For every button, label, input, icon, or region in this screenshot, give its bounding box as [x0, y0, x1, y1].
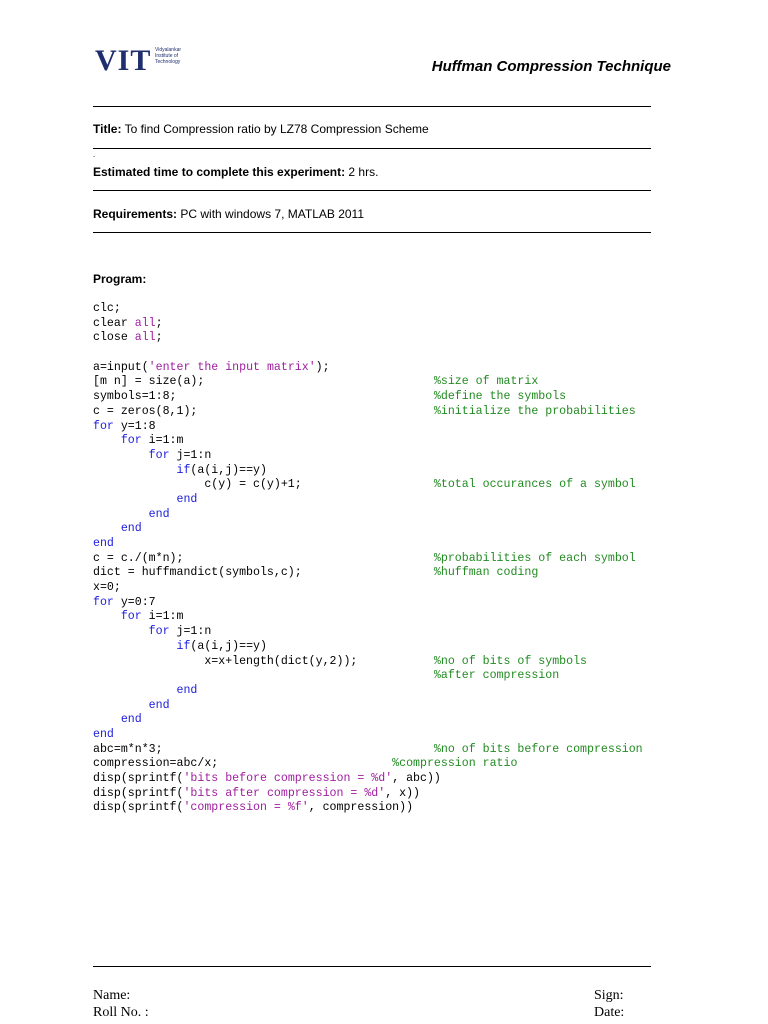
- code-line: symbols=1:8; %define the symbols: [93, 390, 567, 404]
- code-line: c(y) = c(y)+1; %total occurances of a symbol: [93, 478, 636, 492]
- code-line: abc=m*n*3; %no of bits before compression: [93, 742, 643, 756]
- code-comment: %no of bits of symbols: [433, 654, 587, 668]
- code-line: for j=1:n: [148, 448, 212, 462]
- code-line: if(a(i,j)==y): [176, 639, 267, 653]
- time-label: Estimated time to complete this experiment:: [93, 165, 346, 179]
- footer-divider: [93, 966, 651, 967]
- code-line: end: [93, 727, 114, 741]
- logo-letters: VIT: [95, 44, 152, 77]
- code-line: for i=1:m: [120, 610, 184, 624]
- code-line: close all;: [93, 331, 163, 345]
- code-line: for j=1:n: [148, 625, 212, 639]
- code-line: for y=1:8: [93, 419, 156, 433]
- code-line: for y=0:7: [93, 595, 156, 609]
- document-title: Huffman Compression Technique: [431, 58, 671, 75]
- code-line: [93, 669, 683, 684]
- code-line: a=input('enter the input matrix');: [93, 360, 330, 374]
- code-line: c = c./(m*n); %probabilities of each symbol: [93, 551, 636, 565]
- code-line: x=0;: [93, 581, 121, 595]
- institute-logo: [95, 44, 195, 78]
- requirements-value: PC with windows 7, MATLAB 2011: [180, 207, 365, 221]
- code-line: compression=abc/x; %compression ratio: [93, 757, 518, 771]
- stray-dot: .: [93, 150, 96, 159]
- code-line: clear all;: [93, 316, 163, 330]
- code-line: c = zeros(8,1); %initialize the probabilities: [93, 404, 636, 418]
- code-line: if(a(i,j)==y): [176, 463, 267, 477]
- code-listing: [93, 302, 683, 816]
- code-comment: %huffman coding: [433, 566, 539, 580]
- code-line: end: [148, 507, 170, 521]
- code-line: [93, 346, 683, 361]
- sign-label: Sign:: [594, 988, 624, 1003]
- time-value: 2 hrs.: [348, 165, 379, 179]
- roll-number-label: Roll No. :: [93, 1005, 149, 1020]
- time-divider: [93, 190, 651, 191]
- title-label: Title:: [93, 122, 122, 136]
- code-line: end: [176, 683, 198, 697]
- code-comment: %no of bits before compression: [433, 742, 643, 756]
- code-line: x=x+length(dict(y,2)); %no of bits of symbols: [93, 654, 587, 668]
- code-line: end: [120, 522, 142, 536]
- requirements-divider: [93, 232, 651, 233]
- requirements-label: Requirements:: [93, 207, 178, 221]
- code-line: for i=1:m: [120, 434, 184, 448]
- code-line: end: [148, 698, 170, 712]
- title-row: [93, 122, 429, 136]
- code-line: [m n] = size(a); %size of matrix: [93, 375, 539, 389]
- code-comment: %after compression: [433, 669, 560, 683]
- code-comment: %define the symbols: [433, 390, 567, 404]
- time-row: [93, 165, 378, 179]
- code-comment: %size of matrix: [433, 375, 539, 389]
- code-comment: %probabilities of each symbol: [433, 551, 636, 565]
- code-line: end: [176, 492, 198, 506]
- code-comment: %total occurances of a symbol: [433, 478, 636, 492]
- code-line: clc;: [93, 302, 121, 315]
- logo-subtitle: Vidyalankar Institute of Technology: [155, 47, 182, 65]
- code-line: end: [120, 713, 142, 727]
- code-comment: %compression ratio: [392, 757, 518, 771]
- title-divider: [93, 148, 651, 149]
- code-line: end: [93, 537, 114, 550]
- program-label: Program:: [93, 272, 147, 286]
- code-comment: %initialize the probabilities: [433, 404, 636, 418]
- code-line: dict = huffmandict(symbols,c); %huffman coding: [93, 566, 539, 580]
- date-label: Date:: [594, 1005, 625, 1020]
- code-line: disp(sprintf('bits after compression = %d', x)): [93, 786, 421, 800]
- name-label: Name:: [93, 988, 131, 1003]
- code-line: disp(sprintf('bits before compression = %d', abc)): [93, 772, 441, 785]
- requirements-row: [93, 207, 364, 221]
- header-divider: [93, 106, 651, 107]
- code-line: disp(sprintf('compression = %f', compression)): [93, 801, 414, 815]
- title-value: To find Compression ratio by LZ78 Compression Scheme: [124, 122, 429, 136]
